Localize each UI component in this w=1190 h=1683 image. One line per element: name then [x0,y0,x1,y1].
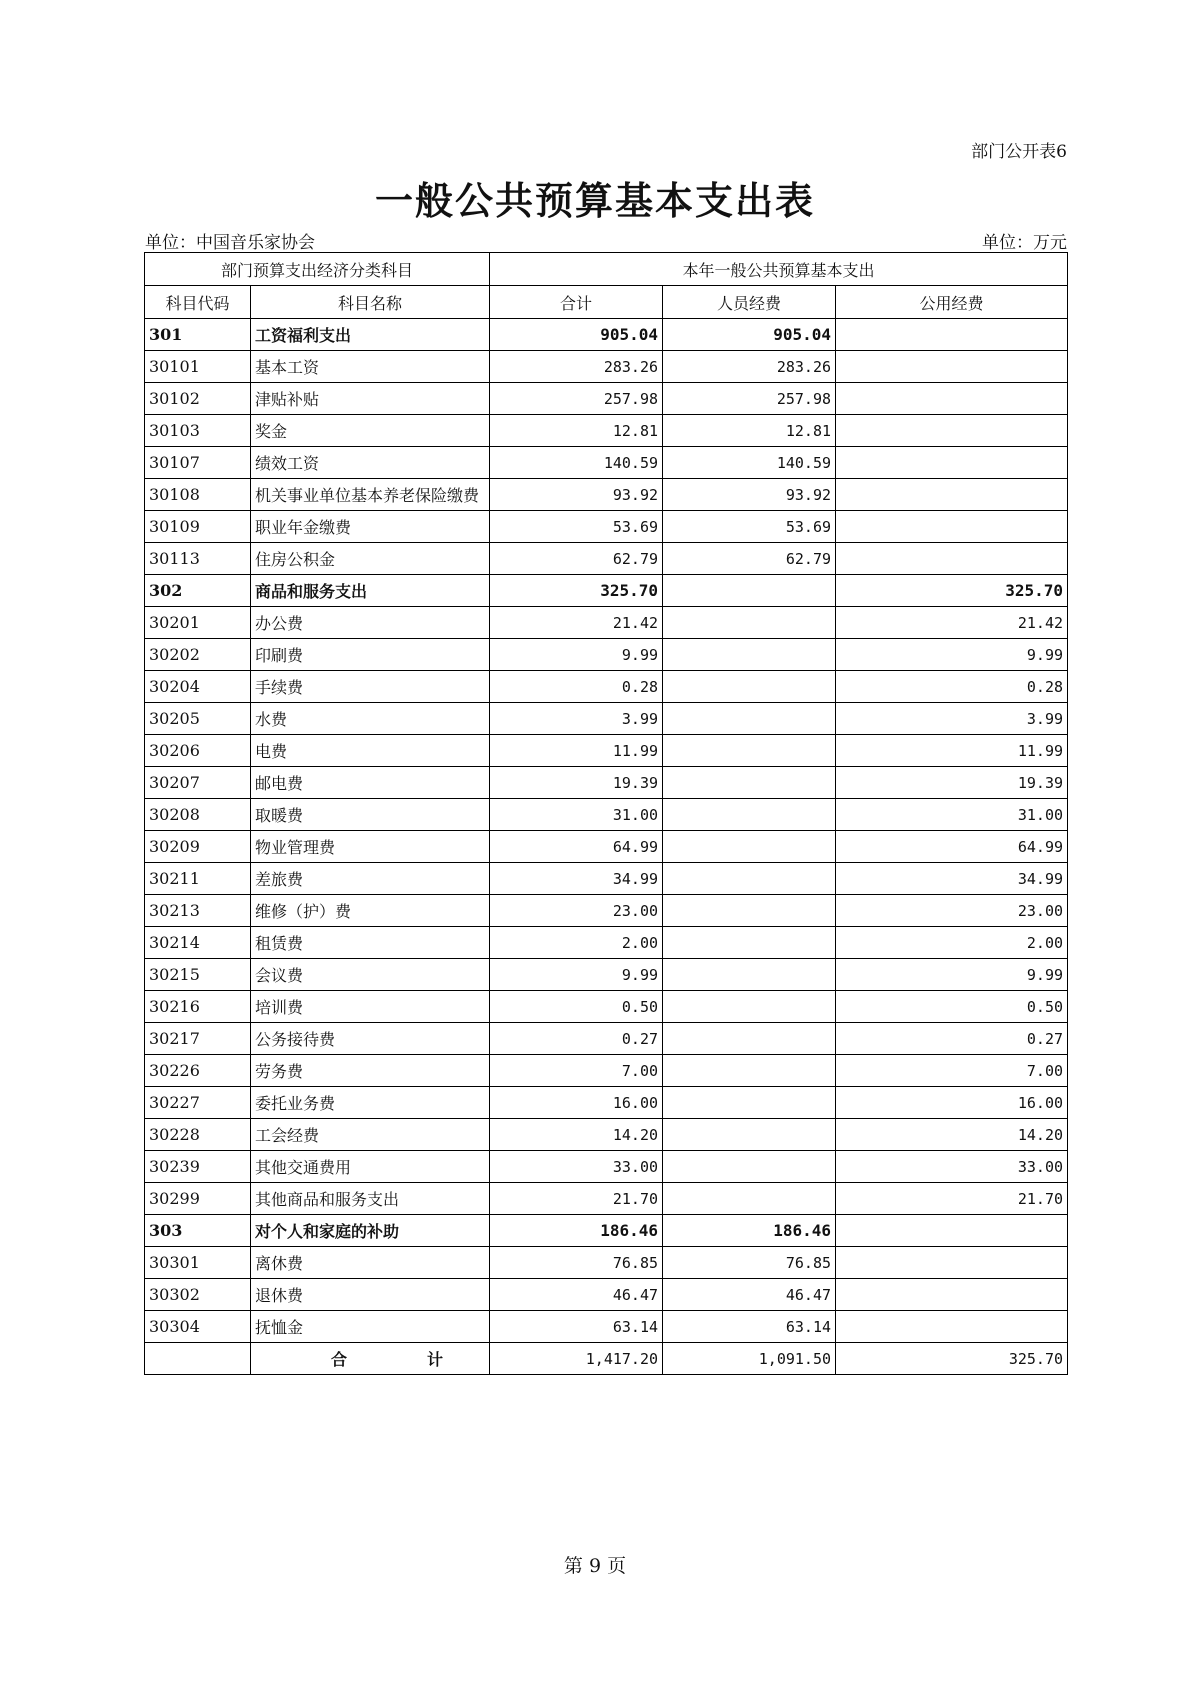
cell-code: 30215 [145,959,251,991]
cell-personnel: 62.79 [663,543,836,575]
cell-total: 33.00 [490,1151,663,1183]
cell-public [836,1311,1068,1343]
table-row [145,1183,1068,1215]
table-row [145,1311,1068,1343]
cell-personnel [663,703,836,735]
cell-code: 30299 [145,1183,251,1215]
header-name: 科目名称 [251,286,490,319]
grand-total-public: 325.70 [836,1343,1068,1375]
cell-code: 30217 [145,1023,251,1055]
cell-name: 水费 [251,703,490,735]
cell-public: 0.50 [836,991,1068,1023]
cell-public [836,351,1068,383]
cell-code: 30101 [145,351,251,383]
cell-name: 公务接待费 [251,1023,490,1055]
cell-name: 奖金 [251,415,490,447]
cell-name: 基本工资 [251,351,490,383]
header-public: 公用经费 [836,286,1068,319]
cell-public [836,319,1068,351]
cell-total: 11.99 [490,735,663,767]
cell-personnel [663,799,836,831]
table-row [145,671,1068,703]
cell-code: 30239 [145,1151,251,1183]
cell-public: 21.70 [836,1183,1068,1215]
cell-total: 93.92 [490,479,663,511]
cell-total: 325.70 [490,575,663,607]
cell-public: 19.39 [836,767,1068,799]
cell-personnel [663,831,836,863]
table-group-row [145,319,1068,351]
cell-total: 12.81 [490,415,663,447]
table-row [145,1247,1068,1279]
grand-total-label: 合计 [251,1343,490,1375]
cell-personnel [663,959,836,991]
page-title: 一般公共预算基本支出表 [374,178,815,223]
cell-code: 30207 [145,767,251,799]
cell-name: 工会经费 [251,1119,490,1151]
cell-personnel [663,863,836,895]
cell-code: 30201 [145,607,251,639]
cell-name: 住房公积金 [251,543,490,575]
table-row [145,1087,1068,1119]
table-row [145,991,1068,1023]
cell-name: 其他交通费用 [251,1151,490,1183]
cell-personnel [663,767,836,799]
cell-total: 53.69 [490,511,663,543]
table-row [145,1279,1068,1311]
cell-public: 7.00 [836,1055,1068,1087]
cell-personnel: 93.92 [663,479,836,511]
cell-code: 30226 [145,1055,251,1087]
header-group-row [145,253,1068,286]
cell-name: 津贴补贴 [251,383,490,415]
cell-total: 16.00 [490,1087,663,1119]
table-row [145,1119,1068,1151]
table-row [145,959,1068,991]
cell-personnel: 46.47 [663,1279,836,1311]
cell-code: 30214 [145,927,251,959]
cell-public: 9.99 [836,639,1068,671]
cell-personnel: 186.46 [663,1215,836,1247]
unit-currency: 单位：万元 [982,233,1067,253]
cell-name: 印刷费 [251,639,490,671]
cell-name: 租赁费 [251,927,490,959]
cell-personnel [663,1087,836,1119]
page-number: 第 9 页 [563,1555,627,1577]
cell-public [836,1215,1068,1247]
cell-total: 257.98 [490,383,663,415]
table-row [145,351,1068,383]
cell-code: 303 [145,1215,251,1247]
cell-public: 14.20 [836,1119,1068,1151]
cell-name: 物业管理费 [251,831,490,863]
table-row [145,703,1068,735]
table-row [145,415,1068,447]
cell-public: 34.99 [836,863,1068,895]
table-row [145,831,1068,863]
table-row [145,1055,1068,1087]
cell-total: 64.99 [490,831,663,863]
cell-total: 21.42 [490,607,663,639]
table-row [145,543,1068,575]
cell-public: 33.00 [836,1151,1068,1183]
cell-total: 905.04 [490,319,663,351]
cell-code: 30204 [145,671,251,703]
cell-name: 维修（护）费 [251,895,490,927]
cell-public: 0.27 [836,1023,1068,1055]
cell-public [836,511,1068,543]
grand-total-personnel: 1,091.50 [663,1343,836,1375]
cell-name: 委托业务费 [251,1087,490,1119]
grand-total-row [145,1343,1068,1375]
cell-name: 抚恤金 [251,1311,490,1343]
cell-code: 302 [145,575,251,607]
header-code: 科目代码 [145,286,251,319]
cell-code: 30206 [145,735,251,767]
cell-code: 30102 [145,383,251,415]
table-row [145,735,1068,767]
header-group-left: 部门预算支出经济分类科目 [145,253,490,286]
cell-total: 3.99 [490,703,663,735]
table-row [145,639,1068,671]
cell-total: 63.14 [490,1311,663,1343]
cell-public: 23.00 [836,895,1068,927]
table-row [145,607,1068,639]
header-group-right: 本年一般公共预算基本支出 [490,253,1068,286]
cell-personnel [663,1055,836,1087]
cell-personnel: 140.59 [663,447,836,479]
cell-personnel: 257.98 [663,383,836,415]
table-row [145,511,1068,543]
cell-total: 34.99 [490,863,663,895]
cell-code: 30205 [145,703,251,735]
cell-name: 职业年金缴费 [251,511,490,543]
budget-table [144,252,1068,1375]
cell-name: 会议费 [251,959,490,991]
table-row [145,447,1068,479]
cell-total: 2.00 [490,927,663,959]
cell-name: 劳务费 [251,1055,490,1087]
cell-code: 30227 [145,1087,251,1119]
table-row [145,799,1068,831]
cell-name: 手续费 [251,671,490,703]
cell-code: 30228 [145,1119,251,1151]
cell-total: 186.46 [490,1215,663,1247]
cell-code: 30108 [145,479,251,511]
table-row [145,767,1068,799]
cell-public [836,415,1068,447]
cell-code: 30213 [145,895,251,927]
cell-total: 23.00 [490,895,663,927]
cell-code: 30202 [145,639,251,671]
cell-code: 30216 [145,991,251,1023]
cell-name: 邮电费 [251,767,490,799]
cell-name: 差旅费 [251,863,490,895]
cell-code: 30103 [145,415,251,447]
table-group-row [145,575,1068,607]
cell-name: 离休费 [251,1247,490,1279]
cell-total: 46.47 [490,1279,663,1311]
cell-public: 9.99 [836,959,1068,991]
cell-total: 31.00 [490,799,663,831]
table-row [145,1151,1068,1183]
cell-personnel [663,991,836,1023]
cell-name: 退休费 [251,1279,490,1311]
table-row [145,1023,1068,1055]
cell-name: 机关事业单位基本养老保险缴费 [251,479,490,511]
grand-total-total: 1,417.20 [490,1343,663,1375]
cell-total: 9.99 [490,639,663,671]
cell-personnel: 905.04 [663,319,836,351]
cell-code: 30209 [145,831,251,863]
cell-total: 21.70 [490,1183,663,1215]
cell-public: 21.42 [836,607,1068,639]
cell-total: 283.26 [490,351,663,383]
cell-name: 绩效工资 [251,447,490,479]
cell-code-empty [145,1343,251,1375]
table-row [145,479,1068,511]
cell-public: 64.99 [836,831,1068,863]
table-group-row [145,1215,1068,1247]
cell-name: 其他商品和服务支出 [251,1183,490,1215]
cell-total: 0.28 [490,671,663,703]
cell-personnel [663,639,836,671]
cell-public [836,1279,1068,1311]
cell-public: 0.28 [836,671,1068,703]
cell-personnel: 63.14 [663,1311,836,1343]
cell-code: 30107 [145,447,251,479]
table-row [145,863,1068,895]
table-row [145,383,1068,415]
cell-personnel: 283.26 [663,351,836,383]
cell-personnel [663,927,836,959]
cell-code: 301 [145,319,251,351]
header-total: 合计 [490,286,663,319]
cell-code: 30208 [145,799,251,831]
cell-personnel: 76.85 [663,1247,836,1279]
cell-public [836,383,1068,415]
unit-organization: 单位：中国音乐家协会 [145,233,315,253]
cell-total: 76.85 [490,1247,663,1279]
cell-public [836,479,1068,511]
cell-code: 30302 [145,1279,251,1311]
cell-public: 2.00 [836,927,1068,959]
cell-total: 19.39 [490,767,663,799]
cell-total: 0.27 [490,1023,663,1055]
cell-personnel [663,895,836,927]
cell-name: 取暖费 [251,799,490,831]
cell-public [836,447,1068,479]
cell-name: 办公费 [251,607,490,639]
cell-total: 14.20 [490,1119,663,1151]
cell-code: 30211 [145,863,251,895]
cell-total: 0.50 [490,991,663,1023]
cell-code: 30109 [145,511,251,543]
cell-personnel: 53.69 [663,511,836,543]
cell-public: 11.99 [836,735,1068,767]
table-row [145,895,1068,927]
cell-public: 31.00 [836,799,1068,831]
header-personnel: 人员经费 [663,286,836,319]
cell-name: 电费 [251,735,490,767]
cell-total: 9.99 [490,959,663,991]
cell-total: 62.79 [490,543,663,575]
cell-name: 商品和服务支出 [251,575,490,607]
cell-personnel [663,1119,836,1151]
cell-code: 30301 [145,1247,251,1279]
cell-personnel [663,671,836,703]
cell-name: 对个人和家庭的补助 [251,1215,490,1247]
cell-name: 培训费 [251,991,490,1023]
cell-total: 140.59 [490,447,663,479]
form-number: 部门公开表6 [971,142,1067,162]
cell-personnel [663,607,836,639]
cell-total: 7.00 [490,1055,663,1087]
cell-code: 30113 [145,543,251,575]
cell-public: 325.70 [836,575,1068,607]
cell-personnel [663,1023,836,1055]
header-column-row [145,286,1068,319]
table-row [145,927,1068,959]
cell-code: 30304 [145,1311,251,1343]
cell-personnel [663,1183,836,1215]
cell-personnel: 12.81 [663,415,836,447]
cell-public [836,1247,1068,1279]
cell-public: 3.99 [836,703,1068,735]
cell-name: 工资福利支出 [251,319,490,351]
cell-personnel [663,735,836,767]
cell-public: 16.00 [836,1087,1068,1119]
cell-personnel [663,575,836,607]
cell-public [836,543,1068,575]
cell-personnel [663,1151,836,1183]
